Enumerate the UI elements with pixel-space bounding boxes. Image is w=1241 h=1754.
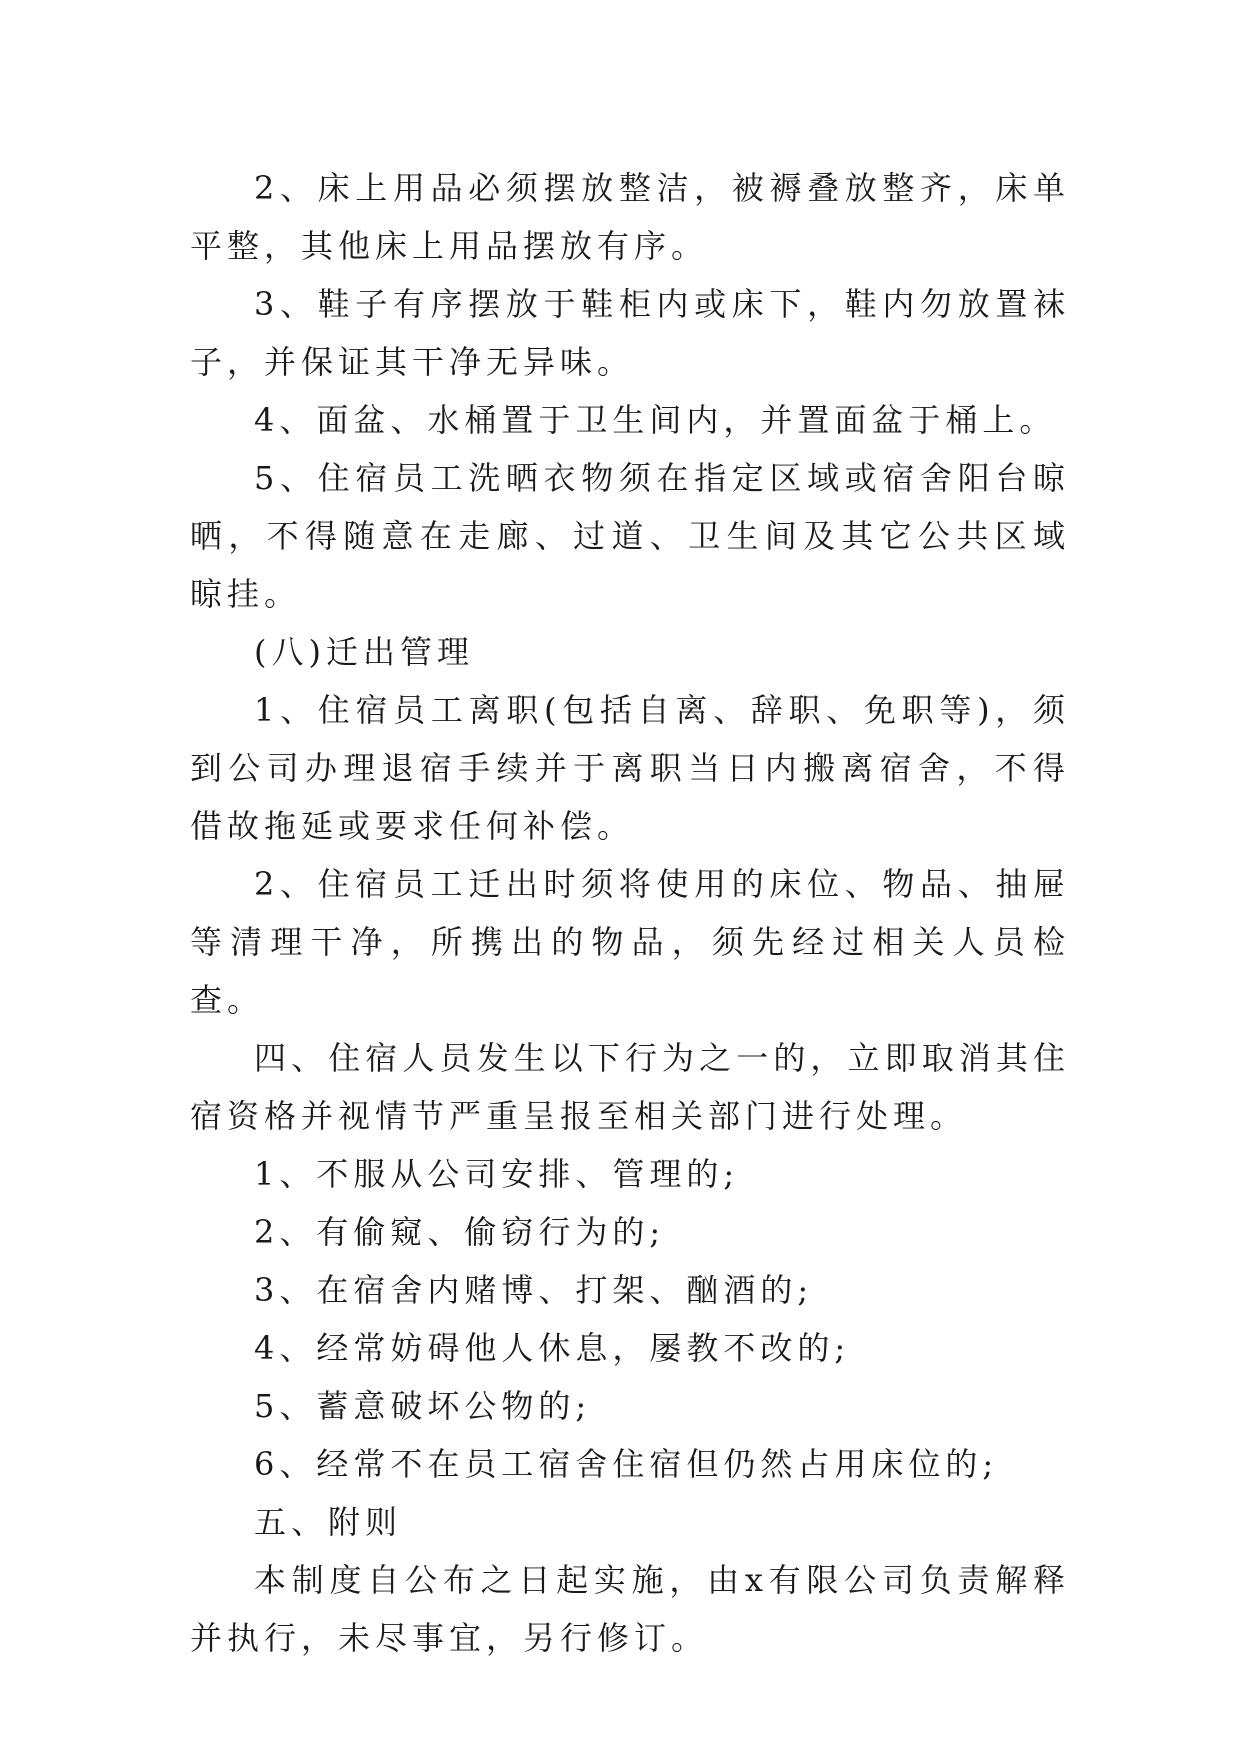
list-item-violation-3: 3、在宿舍内赌博、打架、酗酒的; [254,1271,814,1309]
paragraph-basin-rule: 4、面盆、水桶置于卫生间内，并置面盆于桶上。 [254,401,1057,439]
list-item-violation-4: 4、经常妨碍他人休息，屡教不改的; [254,1329,851,1367]
list-item-violation-1: 1、不服从公司安排、管理的; [254,1155,740,1193]
document-body [190,159,1070,1667]
list-item-violation-5: 5、蓄意破坏公物的; [254,1387,592,1425]
paragraph-move-out-cleanup: 2、住宿员工迁出时须将使用的床位、物品、抽屉等清理干净，所携出的物品，须先经过相关人员检查。 [190,865,1070,1019]
list-item-violation-6: 6、经常不在员工宿舍住宿但仍然占用床位的; [254,1445,999,1483]
section-heading-supplementary: 五、附则 [254,1503,403,1541]
paragraph-laundry-rule: 5、住宿员工洗晒衣物须在指定区域或宿舍阳台晾晒，不得随意在走廊、过道、卫生间及其它公共区域晾挂。 [190,459,1070,613]
paragraph-shoes-rule: 3、鞋子有序摆放于鞋柜内或床下，鞋内勿放置袜子，并保证其干净无异味。 [190,285,1070,381]
section-heading-move-out: (八)迁出管理 [254,633,474,671]
section-heading-violations: 四、住宿人员发生以下行为之一的，立即取消其住宿资格并视情节严重呈报至相关部门进行处理。 [190,1039,1070,1135]
paragraph-bedding-rule: 2、床上用品必须摆放整洁，被褥叠放整齐，床单平整，其他床上用品摆放有序。 [190,169,1070,265]
paragraph-effective-date: 本制度自公布之日起实施，由x有限公司负责解释并执行，未尽事宜，另行修订。 [190,1561,1070,1657]
list-item-violation-2: 2、有偷窥、偷窃行为的; [254,1213,666,1251]
paragraph-resignation-rule: 1、住宿员工离职(包括自离、辞职、免职等)，须到公司办理退宿手续并于离职当日内搬离宿舍，不得借故拖延或要求任何补偿。 [190,691,1070,845]
